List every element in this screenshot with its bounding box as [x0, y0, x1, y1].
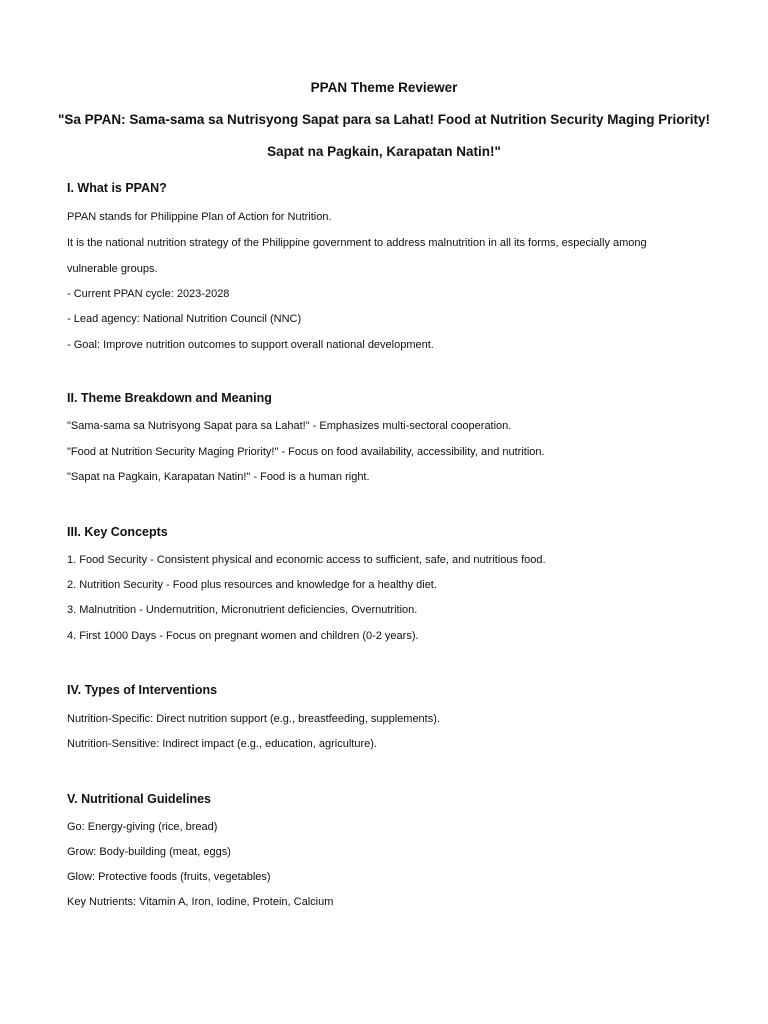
section-line: It is the national nutrition strategy of the Philippine government to address malnutrition in all its forms, especially among [67, 237, 647, 249]
section-line: 4. First 1000 Days - Focus on pregnant women and children (0-2 years). [67, 630, 419, 642]
section-heading-nutritional-guidelines: V. Nutritional Guidelines [67, 792, 212, 806]
section-line: 2. Nutrition Security - Food plus resources and knowledge for a healthy diet. [67, 579, 437, 591]
section-line: Grow: Body-building (meat, eggs) [67, 846, 231, 858]
section-line: Glow: Protective foods (fruits, vegetables) [67, 871, 271, 883]
document-title: PPAN Theme Reviewer [310, 80, 458, 95]
section-line: 3. Malnutrition - Undernutrition, Micronutrient deficiencies, Overnutrition. [67, 604, 418, 616]
section-line: - Current PPAN cycle: 2023-2028 [67, 288, 230, 300]
section-line: - Lead agency: National Nutrition Council (NNC) [67, 313, 302, 325]
section-line: - Goal: Improve nutrition outcomes to support overall national development. [67, 339, 434, 351]
section-line: Nutrition-Specific: Direct nutrition support (e.g., breastfeeding, supplements). [67, 713, 440, 725]
section-line: "Sama-sama sa Nutrisyong Sapat para sa Lahat!" - Emphasizes multi-sectoral cooperation. [67, 420, 512, 432]
section-line: Go: Energy-giving (rice, bread) [67, 821, 218, 833]
section-heading-what-is-ppan: I. What is PPAN? [67, 181, 167, 195]
document-theme: "Sa PPAN: Sama-sama sa Nutrisyong Sapat para sa Lahat! Food at Nutrition Security Maging Priority! Sapat na Pagkain, Karapatan Natin!" [57, 112, 711, 159]
section-line: Nutrition-Sensitive: Indirect impact (e.g., education, agriculture). [67, 738, 377, 750]
section-line: "Sapat na Pagkain, Karapatan Natin!" - Food is a human right. [67, 471, 370, 483]
section-heading-types-of-interventions: IV. Types of Interventions [67, 683, 218, 697]
section-line: Key Nutrients: Vitamin A, Iron, Iodine, Protein, Calcium [67, 896, 334, 908]
section-line: "Food at Nutrition Security Maging Priority!" - Focus on food availability, accessibility, and nutrition. [67, 446, 545, 458]
section-line: vulnerable groups. [67, 263, 158, 275]
section-heading-theme-breakdown: II. Theme Breakdown and Meaning [67, 391, 272, 405]
section-line: PPAN stands for Philippine Plan of Action for Nutrition. [67, 211, 332, 223]
section-heading-key-concepts: III. Key Concepts [67, 525, 168, 539]
section-line: 1. Food Security - Consistent physical and economic access to sufficient, safe, and nutritious food. [67, 554, 546, 566]
